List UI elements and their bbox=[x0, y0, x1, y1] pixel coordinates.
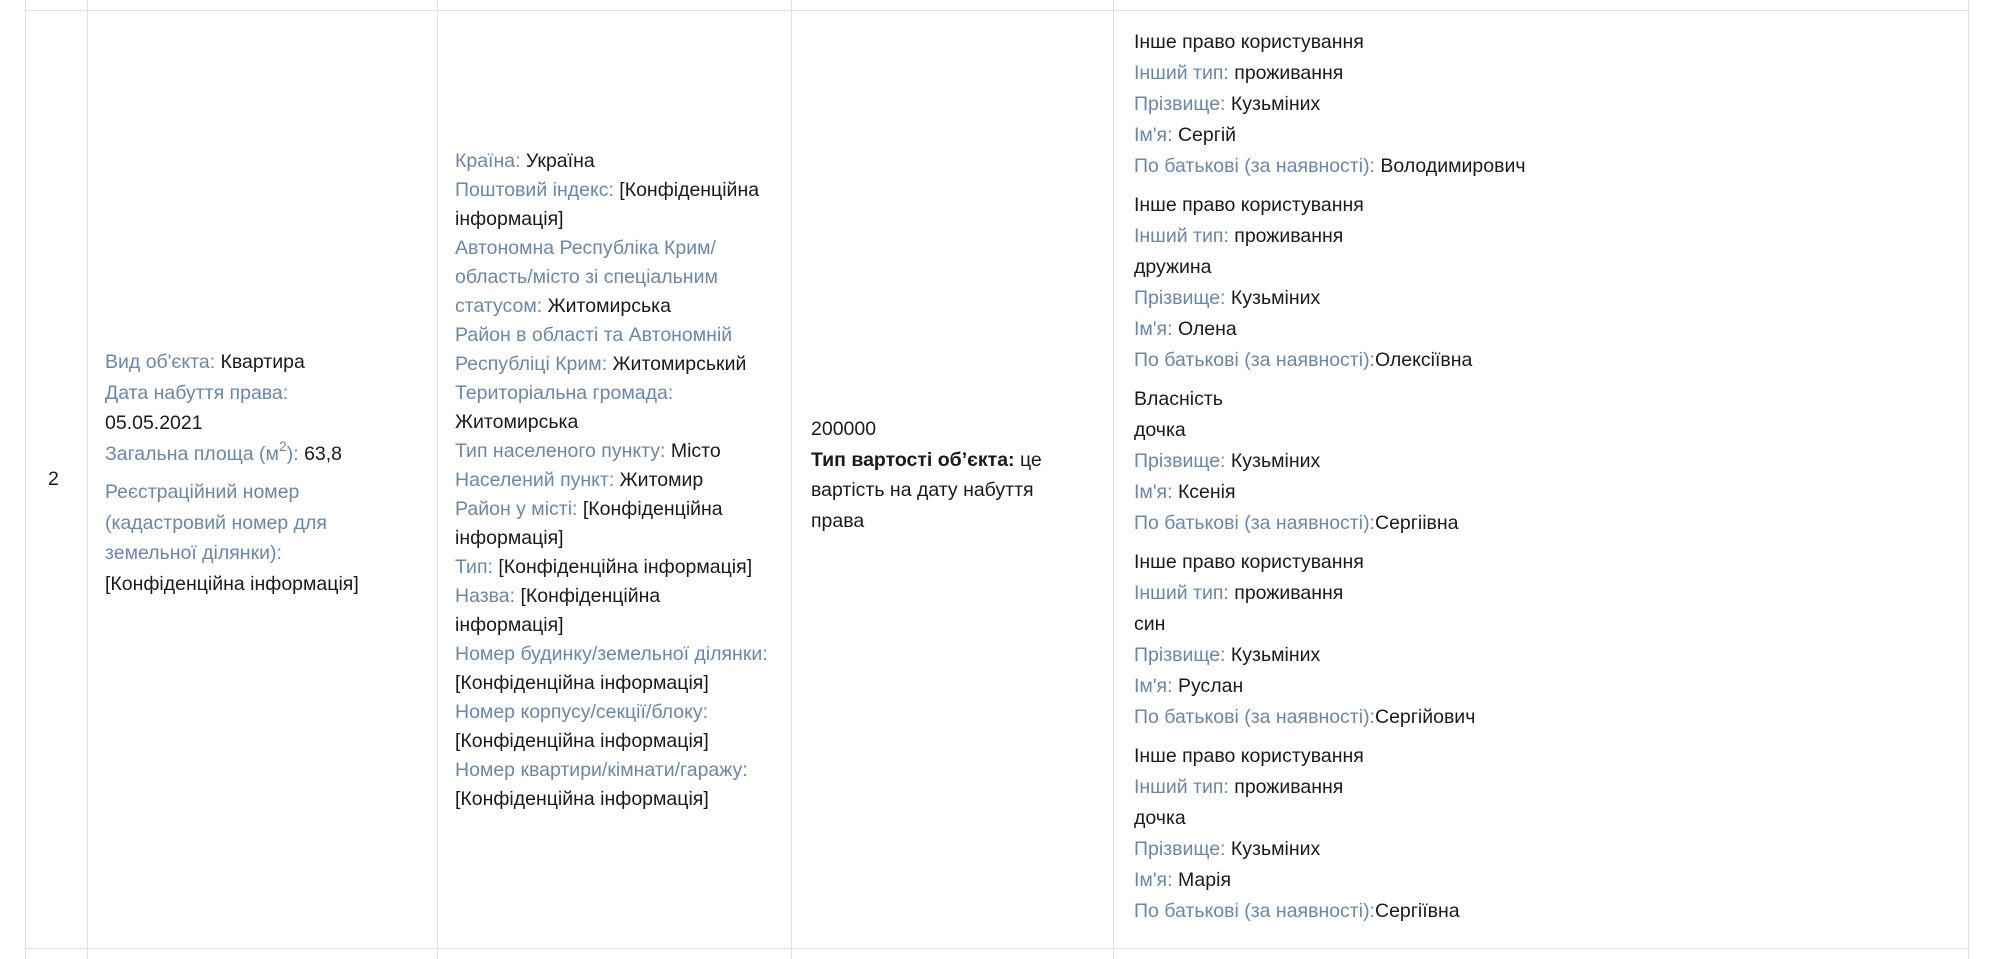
object-type bbox=[105, 347, 425, 378]
cost-cell bbox=[811, 414, 1061, 536]
address-city-district: Район у місті: [Конфіденційна інформація] bbox=[455, 498, 723, 549]
right-surname: Прізвище: Кузьміних bbox=[1134, 838, 1321, 860]
right-other-type: Інший тип: проживання bbox=[1134, 62, 1344, 84]
address-street-type: Тип: [Конфіденційна інформація] bbox=[455, 556, 753, 578]
column-divider bbox=[87, 0, 88, 959]
object-type-label: Вид об'єкта: bbox=[105, 351, 216, 373]
right-other-type: Інший тип: проживання bbox=[1134, 225, 1344, 247]
address-settlement: Населений пункт: Житомир bbox=[455, 469, 704, 491]
right-title: Інше право користування bbox=[1134, 194, 1364, 216]
right-surname: Прізвище: Кузьміних bbox=[1134, 287, 1321, 309]
column-divider bbox=[1113, 0, 1114, 959]
right-relation: дочка bbox=[1134, 419, 1186, 441]
right-name: Ім'я: Марія bbox=[1134, 869, 1231, 891]
right-other-type: Інший тип: проживання bbox=[1134, 776, 1344, 798]
registration-number-value: [Конфіденційна інформація] bbox=[105, 572, 359, 595]
address-district: Район в області та Автономній Республіці Крим: Житомирський bbox=[455, 324, 747, 375]
right-patronymic: По батькові (за наявності):Сергіївна bbox=[1134, 900, 1460, 922]
address-community: Територіальна громада: Житомирська bbox=[455, 382, 674, 433]
address-building-number: Номер будинку/земельної ділянки: [Конфіденційна інформація] bbox=[455, 643, 768, 694]
right-surname: Прізвище: Кузьміних bbox=[1134, 450, 1321, 472]
right-name: Ім'я: Сергій bbox=[1134, 124, 1237, 146]
right-relation: син bbox=[1134, 613, 1166, 635]
right-entry bbox=[1134, 27, 1954, 182]
table-border-right bbox=[1968, 0, 1969, 959]
row-divider-top bbox=[25, 10, 1968, 11]
right-relation: дружина bbox=[1134, 256, 1212, 278]
cost-value: 200000 bbox=[811, 418, 877, 440]
right-patronymic: По батькові (за наявності):Сергіівна bbox=[1134, 512, 1459, 534]
address-block-number: Номер корпусу/секції/блоку: [Конфіденційна інформація] bbox=[455, 701, 709, 752]
right-entry bbox=[1134, 741, 1954, 927]
right-patronymic: По батькові (за наявності):Сергійович bbox=[1134, 706, 1476, 728]
address-settlement-type: Тип населеного пункту: Місто bbox=[455, 440, 721, 462]
right-relation: дочка bbox=[1134, 807, 1186, 829]
total-area-label: Загальна площа $(м^2)$: bbox=[105, 438, 299, 465]
address-country: Країна: Україна bbox=[455, 150, 595, 172]
rights-cell bbox=[1134, 27, 1954, 927]
cost-type-label: Тип вартості об’єкта: bbox=[811, 448, 1015, 471]
right-title: Власність bbox=[1134, 388, 1223, 410]
acquisition-date-label: Дата набуття права: bbox=[105, 381, 289, 404]
right-title: Інше право користування bbox=[1134, 745, 1364, 767]
address-cell bbox=[455, 147, 781, 814]
cost-type-value: це вартість на дату набуття права bbox=[811, 448, 1042, 532]
total-area bbox=[105, 439, 425, 470]
address-street-name: Назва: [Конфіденційна інформація] bbox=[455, 585, 661, 636]
column-divider bbox=[437, 0, 438, 959]
right-name: Ім'я: Ксенія bbox=[1134, 481, 1236, 503]
right-entry bbox=[1134, 384, 1954, 539]
column-divider bbox=[791, 0, 792, 959]
cost-type bbox=[811, 445, 1061, 537]
right-entry bbox=[1134, 190, 1954, 376]
right-surname: Прізвище: Кузьміних bbox=[1134, 644, 1321, 666]
right-entry bbox=[1134, 547, 1954, 733]
table-border-left bbox=[25, 0, 26, 959]
row-number-text: 2 bbox=[48, 468, 59, 490]
right-patronymic: По батькові (за наявності):Олексіївна bbox=[1134, 349, 1473, 371]
registration-number bbox=[105, 477, 365, 569]
address-apartment-number: Номер квартири/кімнати/гаражу: [Конфіденційна інформація] bbox=[455, 759, 748, 810]
address-postal-code: Поштовий індекс: [Конфіденційна інформація] bbox=[455, 179, 760, 230]
row-number bbox=[48, 464, 59, 495]
acquisition-date-value: 05.05.2021 bbox=[105, 412, 203, 434]
object-type-value: Квартира bbox=[220, 351, 305, 373]
right-patronymic: По батькові (за наявності): Володимирович bbox=[1134, 155, 1526, 177]
right-surname: Прізвище: Кузьміних bbox=[1134, 93, 1321, 115]
object-cell bbox=[105, 347, 425, 599]
right-title: Інше право користування bbox=[1134, 31, 1364, 53]
right-name: Ім'я: Олена bbox=[1134, 318, 1237, 340]
acquisition-date bbox=[105, 378, 425, 439]
right-title: Інше право користування bbox=[1134, 551, 1364, 573]
right-name: Ім'я: Руслан bbox=[1134, 675, 1244, 697]
total-area-value: 63,8 bbox=[304, 442, 343, 465]
row-divider-bottom bbox=[25, 948, 1968, 949]
registration-number-label: Реєстраційний номер (кадастровий номер для земельної ділянки): bbox=[105, 481, 327, 564]
address-region: Автономна Республіка Крим/ область/місто зі спеціальним статусом: Житомирська bbox=[455, 237, 718, 317]
right-other-type: Інший тип: проживання bbox=[1134, 582, 1344, 604]
